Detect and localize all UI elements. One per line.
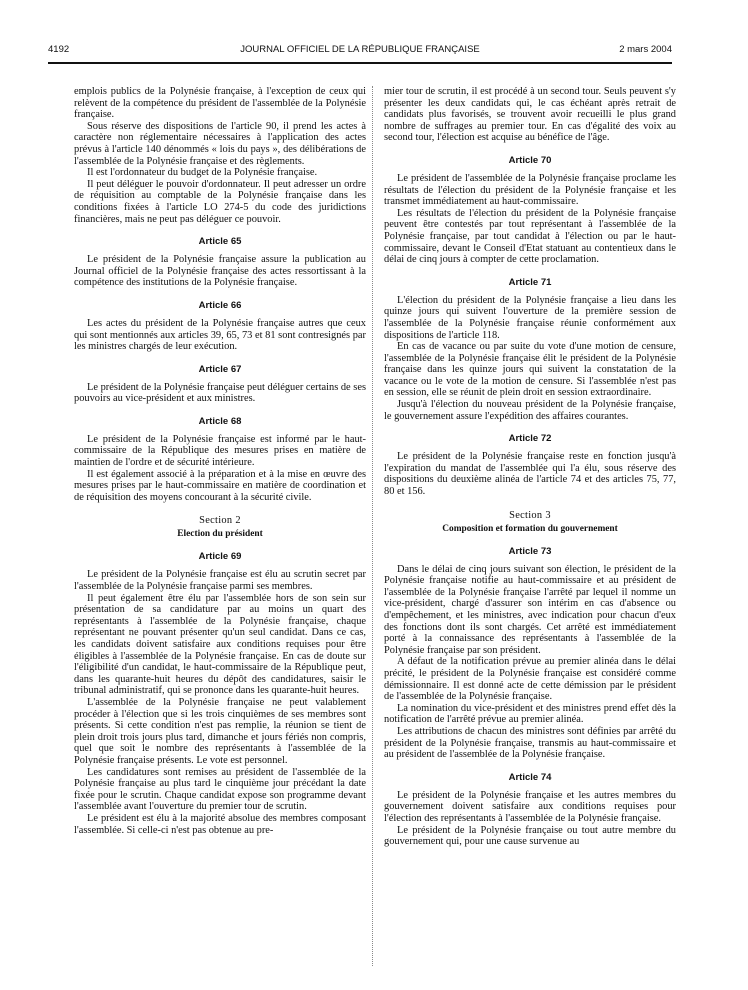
paragraph: Il peut déléguer le pouvoir d'ordonnateur. Il peut adresser un ordre de réquisition au comptable de la Polynésie française dans les conditions fixées à l'article LO 274-5 du code des juridictions financières, mais ne peut pas déléguer ce pouvoir.	[74, 178, 366, 225]
section-heading: Section 2	[199, 515, 241, 527]
paragraph: Le président de la Polynésie française et les autres membres du gouvernement doivent satisfaire aux conditions requises pour l'élection des représentants à l'assemblée de la Polynésie française.	[384, 789, 676, 824]
paragraph: La nomination du vice-président et des ministres prend effet dès la notification de l'arrêté prévue au premier alinéa.	[384, 702, 676, 726]
page-header	[48, 44, 672, 60]
right-column	[384, 86, 676, 966]
paragraph: Le président de l'assemblée de la Polynésie française proclame les résultats de l'élection du président de la Polynésie française et les transmet immédiatement au haut-commissaire.	[384, 172, 676, 208]
section-heading: Section 3	[509, 509, 551, 521]
paragraph: Le président de la Polynésie française reste en fonction jusqu'à l'expiration du mandat de l'assemblée qui l'a élu, sous réserve des dispositions du deuxième alinéa de l'article 74 et des articles 75, 77, 80 et 156.	[384, 451, 676, 498]
paragraph: Les actes du président de la Polynésie française autres que ceux qui sont mentionnés aux articles 39, 65, 73 et 81 sont contresignés par les ministres chargés de leur exécution.	[74, 317, 366, 353]
paragraph: Le président de la Polynésie française est informé par le haut-commissaire de la République des mesures prises en matière de maintien de l'ordre et de sécurité intérieure.	[74, 433, 366, 469]
article-heading: Article 70	[508, 154, 552, 166]
paragraph: Les candidatures sont remises au président de l'assemblée de la Polynésie française au plus tard le cinquième jour précédant la date fixée pour le scrutin. Chaque candidat expose son programme devant l'assemblée avant l'ouverture du premier tour de scrutin.	[74, 766, 366, 813]
left-column	[74, 86, 366, 966]
journal-title: JOURNAL OFFICIEL DE LA RÉPUBLIQUE FRANÇAISE	[240, 44, 480, 55]
paragraph: Le président de la Polynésie française ou tout autre membre du gouvernement qui, pour une cause survenue au	[384, 824, 676, 848]
paragraph: Les résultats de l'élection du président de la Polynésie française peuvent être contestés par tout représentant à l'assemblée de la Polynésie française, par tout candidat à l'élection ou par le haut-commissaire, devant le Conseil d'Etat statuant au contentieux dans le délai de cinq jours à compter de cette proclamation.	[384, 207, 676, 266]
article-heading: Article 69	[198, 551, 242, 563]
article-heading: Article 68	[198, 415, 242, 427]
column-divider	[372, 86, 373, 966]
section-subtitle: Composition et formation du gouvernement	[442, 523, 618, 534]
paragraph-continuation: emplois publics de la Polynésie française, à l'exception de ceux qui relèvent de la compétence du président de l'assemblée de la Polynésie française.	[74, 86, 366, 121]
article-heading: Article 67	[198, 363, 242, 375]
paragraph: Il peut également être élu par l'assemblée hors de son sein sur présentation de sa candidature par au moins un quart des représentants à l'assemblée de la Polynésie française, chaque représentant ne pouvant présenter qu'un seul candidat. Dans ce cas, les candidats doivent satisfaire aux conditions requises pour être éligibles à l'assemblée de la Polynésie française. En cas de doute sur l'éligibilité d'un candidat, le haut-commissaire de la République peut, dans les quarante-huit heures du dépôt des candidatures, saisir le tribunal administratif, qui se prononce dans les quarante-huit heures.	[74, 592, 366, 697]
paragraph: L'élection du président de la Polynésie française a lieu dans les quinze jours qui suivent l'ouverture de la première session de l'assemblée de la Polynésie française réunie conformément aux dispositions de l'article 118.	[384, 294, 676, 341]
paragraph: Dans le délai de cinq jours suivant son élection, le président de la Polynésie française notifie au haut-commissaire et au président de l'assemblée de la Polynésie française l'arrêté par lequel il nomme un vice-président, chargé d'assurer son intérim en cas d'absence ou d'empêchement, et les ministres, avec indication pour chacun d'eux des fonctions dont ils sont chargés. Cet arrêté est immédiatement porté à la connaissance des représentants à l'assemblée de la Polynésie française par son président.	[384, 563, 676, 656]
paragraph: L'assemblée de la Polynésie française ne peut valablement procéder à l'élection que si les trois cinquièmes de ses membres sont présents. Si cette condition n'est pas remplie, la réunion se tient de plein droit trois jours plus tard, dimanche et jours fériés non compris, quel que soit le nombre des représentants à l'assemblée de la Polynésie française présents. Le vote est personnel.	[74, 696, 366, 766]
article-heading: Article 66	[198, 299, 242, 311]
paragraph-continuation: mier tour de scrutin, il est procédé à un second tour. Seuls peuvent s'y présenter les deux candidats qui, le cas échéant après retrait de candidats plus favorisés, se trouvent avoir recueilli le plus grand nombre de suffrages au premier tour. En cas d'égalité des voix au second tour, l'élection est acquise au bénéfice de l'âge.	[384, 86, 676, 144]
page-number: 4192	[48, 44, 70, 55]
paragraph: Jusqu'à l'élection du nouveau président de la Polynésie française, le gouvernement assure l'expédition des affaires courantes.	[384, 399, 676, 422]
paragraph: Il est également associé à la préparation et à la mise en œuvre des mesures prises par le haut-commissaire en matière de coordination et de réquisition des moyens concourant à la sécurité civile.	[74, 468, 366, 503]
paragraph: Le président est élu à la majorité absolue des membres composant l'assemblée. Si celle-ci n'est pas obtenue au pre-	[74, 812, 366, 836]
paragraph: Le président de la Polynésie française peut déléguer certains de ses pouvoirs au vice-président et aux ministres.	[74, 381, 366, 405]
paragraph: Le président de la Polynésie française assure la publication au Journal officiel de la Polynésie française des actes ressortissant à la compétence des institutions de la Polynésie française.	[74, 254, 366, 289]
article-heading: Article 71	[508, 276, 552, 288]
paragraph: En cas de vacance ou par suite du vote d'une motion de censure, l'assemblée de la Polynésie française élit le président de la Polynésie française dans les quinze jours qui suivent la constatation de la vacance ou le vote de la motion de censure. Si l'assemblée n'est pas en session, elle se réunit de plein droit en session extraordinaire.	[384, 341, 676, 399]
paragraph: Il est l'ordonnateur du budget de la Polynésie française.	[87, 167, 318, 179]
paragraph: A défaut de la notification prévue au premier alinéa dans le délai précité, le président de la Polynésie française est considéré comme démissionnaire. Il est donné acte de cette démission par le président de l'assemblée de la Polynésie française.	[384, 656, 676, 703]
article-heading: Article 74	[508, 771, 552, 783]
article-heading: Article 72	[508, 433, 552, 445]
paragraph: Sous réserve des dispositions de l'article 90, il prend les actes à caractère non réglementaire nécessaires à l'application des actes prévus à l'article 140 dénommés « lois du pays », des délibérations de l'assemblée de la Polynésie française et des règlements.	[74, 120, 366, 167]
paragraph: Le président de la Polynésie française est élu au scrutin secret par l'assemblée de la Polynésie française parmi ses membres.	[74, 569, 366, 593]
article-heading: Article 73	[508, 545, 552, 557]
section-subtitle: Election du président	[177, 529, 263, 540]
paragraph: Les attributions de chacun des ministres sont définies par arrêté du président de la Polynésie française, transmis au haut-commissaire et au président de l'assemblée de la Polynésie française.	[384, 725, 676, 761]
header-rule	[48, 62, 672, 64]
issue-date: 2 mars 2004	[619, 44, 672, 55]
article-heading: Article 65	[198, 236, 242, 248]
